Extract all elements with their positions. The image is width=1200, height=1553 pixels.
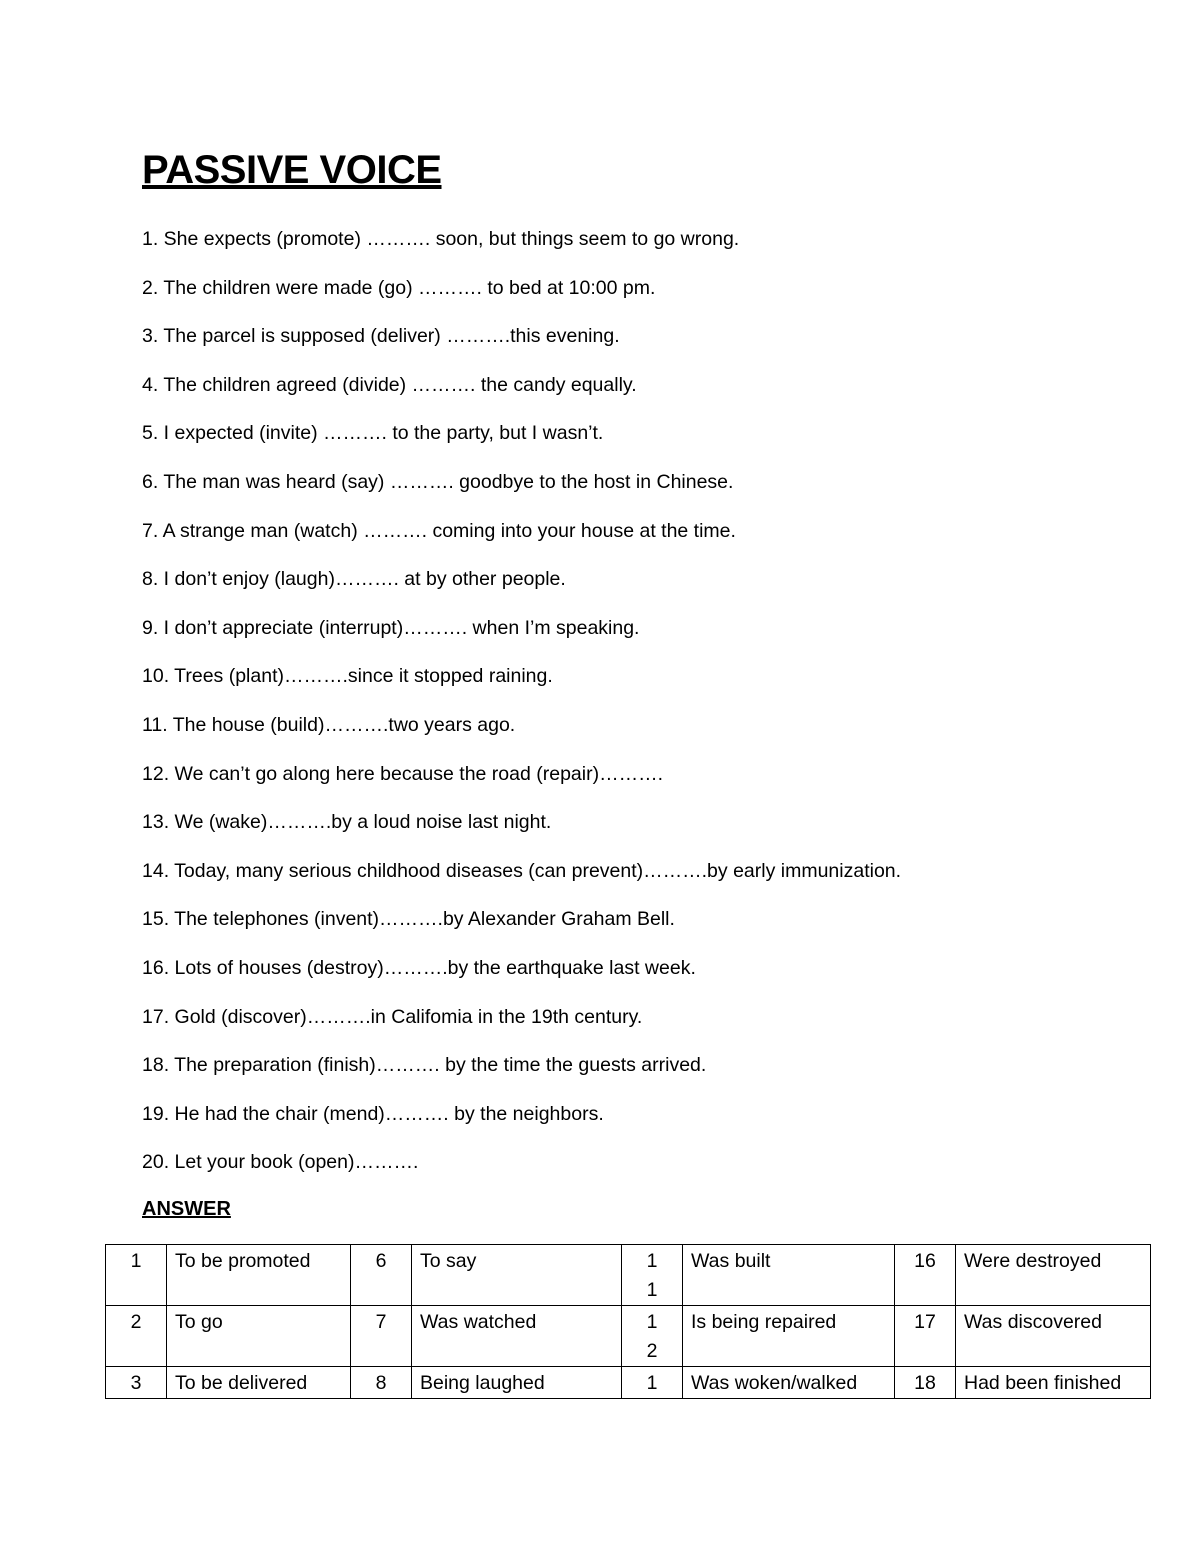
question-item: 4. The children agreed (divide) ………. the candy equally.	[142, 373, 637, 396]
question-item: 1. She expects (promote) ………. soon, but things seem to go wrong.	[142, 228, 740, 250]
question-item: 3. The parcel is supposed (deliver) ……….this evening.	[142, 325, 620, 348]
answer-text: Was built	[683, 1245, 895, 1306]
question-item: 5. I expected (invite) ………. to the party, but I wasn’t.	[142, 422, 604, 445]
answer-table	[105, 1244, 1151, 1399]
question-item: 14. Today, many serious childhood diseases (can prevent)……….by early immunization.	[142, 859, 902, 882]
answer-number: 16	[895, 1245, 956, 1306]
answer-text: Had been finished	[956, 1367, 1151, 1399]
answer-number: 8	[351, 1367, 412, 1399]
question-item: 8. I don’t enjoy (laugh)………. at by other people.	[142, 568, 566, 591]
question-item: 19. He had the chair (mend)………. by the neighbors.	[142, 1102, 604, 1125]
answer-text: Was watched	[412, 1306, 622, 1367]
answer-number: 2	[106, 1306, 167, 1367]
table-row	[106, 1245, 1151, 1306]
answer-text: Were destroyed	[956, 1245, 1151, 1306]
answer-number: 3	[106, 1367, 167, 1399]
question-list	[142, 226, 901, 1198]
answer-number: 1	[106, 1245, 167, 1306]
question-item: 20. Let your book (open)……….	[142, 1151, 419, 1174]
question-item: 2. The children were made (go) ………. to bed at 10:00 pm.	[142, 276, 656, 299]
question-item: 17. Gold (discover)……….in Califomia in the 19th century.	[142, 1005, 643, 1028]
question-item: 6. The man was heard (say) ………. goodbye to the host in Chinese.	[142, 470, 734, 493]
answer-text: Being laughed	[412, 1367, 622, 1399]
page-title: PASSIVE VOICE	[142, 148, 442, 192]
table-row	[106, 1306, 1151, 1367]
question-item: 7. A strange man (watch) ………. coming into your house at the time.	[142, 519, 736, 542]
question-item: 10. Trees (plant)……….since it stopped raining.	[142, 665, 553, 688]
question-item: 12. We can’t go along here because the road (repair)……….	[142, 762, 664, 785]
question-item: 15. The telephones (invent)……….by Alexander Graham Bell.	[142, 908, 675, 931]
question-item: 18. The preparation (finish)………. by the time the guests arrived.	[142, 1054, 707, 1077]
answer-text: To be promoted	[167, 1245, 351, 1306]
answer-text: To say	[412, 1245, 622, 1306]
answer-text: Was woken/walked	[683, 1367, 895, 1399]
question-item: 13. We (wake)……….by a loud noise last night.	[142, 811, 552, 834]
answer-number: 18	[895, 1367, 956, 1399]
answer-number: 7	[351, 1306, 412, 1367]
answer-number: 1	[622, 1367, 683, 1399]
table-row	[106, 1367, 1151, 1399]
answer-number: 6	[351, 1245, 412, 1306]
question-item: 11. The house (build)……….two years ago.	[142, 713, 516, 736]
answer-text: To be delivered	[167, 1367, 351, 1399]
answer-text: Is being repaired	[683, 1306, 895, 1367]
answer-number: 17	[895, 1306, 956, 1367]
answer-number: 1 1	[622, 1245, 683, 1306]
answer-text: Was discovered	[956, 1306, 1151, 1367]
answer-heading: ANSWER	[142, 1198, 231, 1220]
answer-text: To go	[167, 1306, 351, 1367]
question-item: 9. I don’t appreciate (interrupt)………. when I’m speaking.	[142, 616, 640, 639]
question-item: 16. Lots of houses (destroy)……….by the earthquake last week.	[142, 956, 696, 979]
answer-number: 1 2	[622, 1306, 683, 1367]
